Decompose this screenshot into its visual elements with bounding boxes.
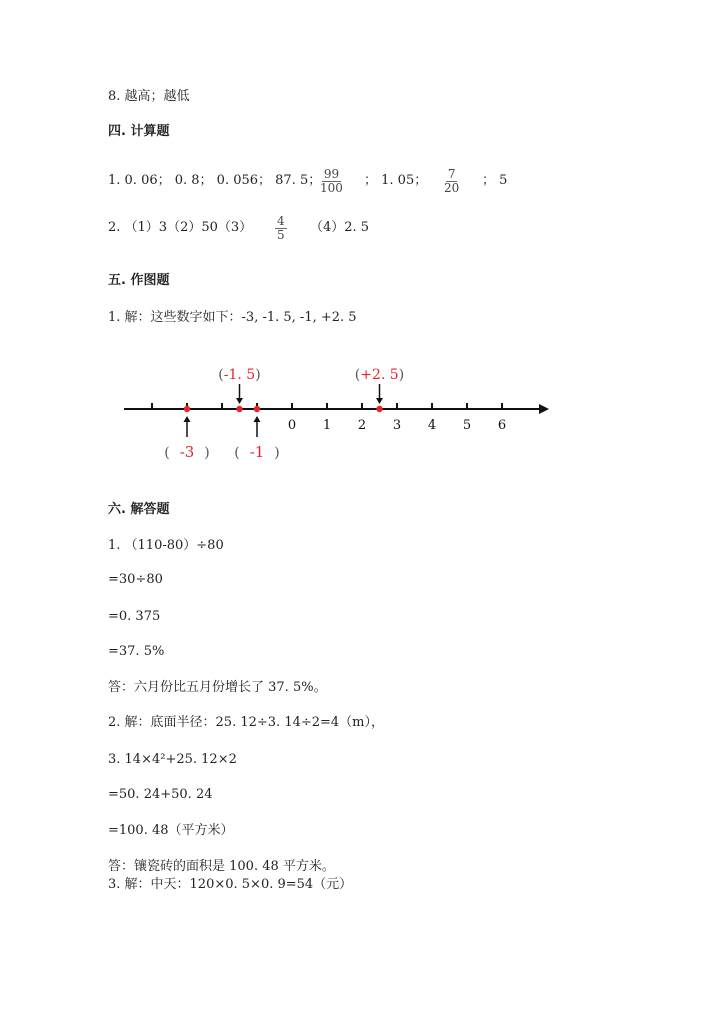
point-dot	[236, 406, 242, 412]
fraction-99-100	[320, 168, 343, 195]
arrow-head	[184, 416, 191, 422]
tick-label: 0	[287, 418, 297, 433]
solution-line: 3. 解：中天：120×0. 5×0. 9=54（元）	[108, 877, 353, 892]
section-heading-calc: 四. 计算题	[108, 124, 170, 139]
arrow-head	[376, 398, 383, 404]
paren-open: (	[164, 445, 170, 461]
point-label: (+2. 5)	[354, 367, 405, 383]
point-label: -3	[179, 443, 195, 461]
arrow-head	[254, 416, 261, 422]
calc-1-part-c: ； 5	[482, 173, 508, 188]
tick-label: 2	[357, 418, 367, 433]
solution-answer: 答：六月份比五月份增长了 37. 5%。	[108, 680, 327, 695]
solution-line: 2. 解：底面半径：25. 12÷3. 14÷2=4（m），	[108, 715, 385, 730]
point-dot	[254, 406, 260, 412]
number-line	[0, 350, 720, 470]
paren-close: )	[274, 445, 280, 461]
calc-1-part-a: 1. 0. 06； 0. 8； 0. 056； 87. 5；	[108, 173, 322, 188]
point-dot	[184, 406, 190, 412]
solution-line: 3. 14×4²+25. 12×2	[108, 752, 237, 767]
denominator: 20	[444, 181, 460, 195]
tick-label: 1	[322, 418, 332, 433]
fraction-4-5	[275, 215, 287, 242]
paren-close: )	[204, 445, 210, 461]
tick-label: 4	[427, 418, 437, 433]
tick-label: 3	[392, 418, 402, 433]
solution-line: =37. 5%	[108, 644, 165, 659]
section-heading-solutions: 六. 解答题	[108, 502, 170, 517]
tick-label: 5	[462, 418, 472, 433]
tick-label: 6	[497, 418, 507, 433]
solution-line: =50. 24+50. 24	[108, 787, 213, 802]
axis-arrow-icon	[539, 404, 549, 414]
answer-8: 8. 越高；越低	[108, 89, 190, 104]
solution-line: =0. 375	[108, 609, 161, 624]
solution-line: =100. 48（平方米）	[108, 823, 234, 838]
denominator: 5	[277, 228, 285, 242]
solution-answer: 答：镶瓷砖的面积是 100. 48 平方米。	[108, 859, 335, 874]
numerator: 4	[277, 214, 285, 228]
calc-2-part-a: 2. （1）3（2）50（3）	[108, 220, 253, 235]
numerator: 7	[447, 167, 456, 181]
denominator: 100	[320, 181, 343, 195]
section-heading-drawing: 五. 作图题	[108, 273, 170, 288]
calc-2-part-b: （4）2. 5	[310, 220, 370, 235]
fraction-7-20	[444, 168, 459, 195]
point-dot	[376, 406, 382, 412]
point-label: (-1. 5)	[218, 367, 261, 383]
drawing-1: 1. 解：这些数字如下：-3, -1. 5, -1, +2. 5	[108, 310, 357, 325]
point-label: -1	[249, 443, 265, 461]
arrow-head	[236, 398, 243, 404]
solution-line: =30÷80	[108, 572, 163, 587]
numerator: 99	[323, 167, 340, 181]
paren-open: (	[234, 445, 240, 461]
calc-1-part-b: ； 1. 05；	[364, 173, 428, 188]
solution-line: 1. （110-80）÷80	[108, 538, 224, 553]
